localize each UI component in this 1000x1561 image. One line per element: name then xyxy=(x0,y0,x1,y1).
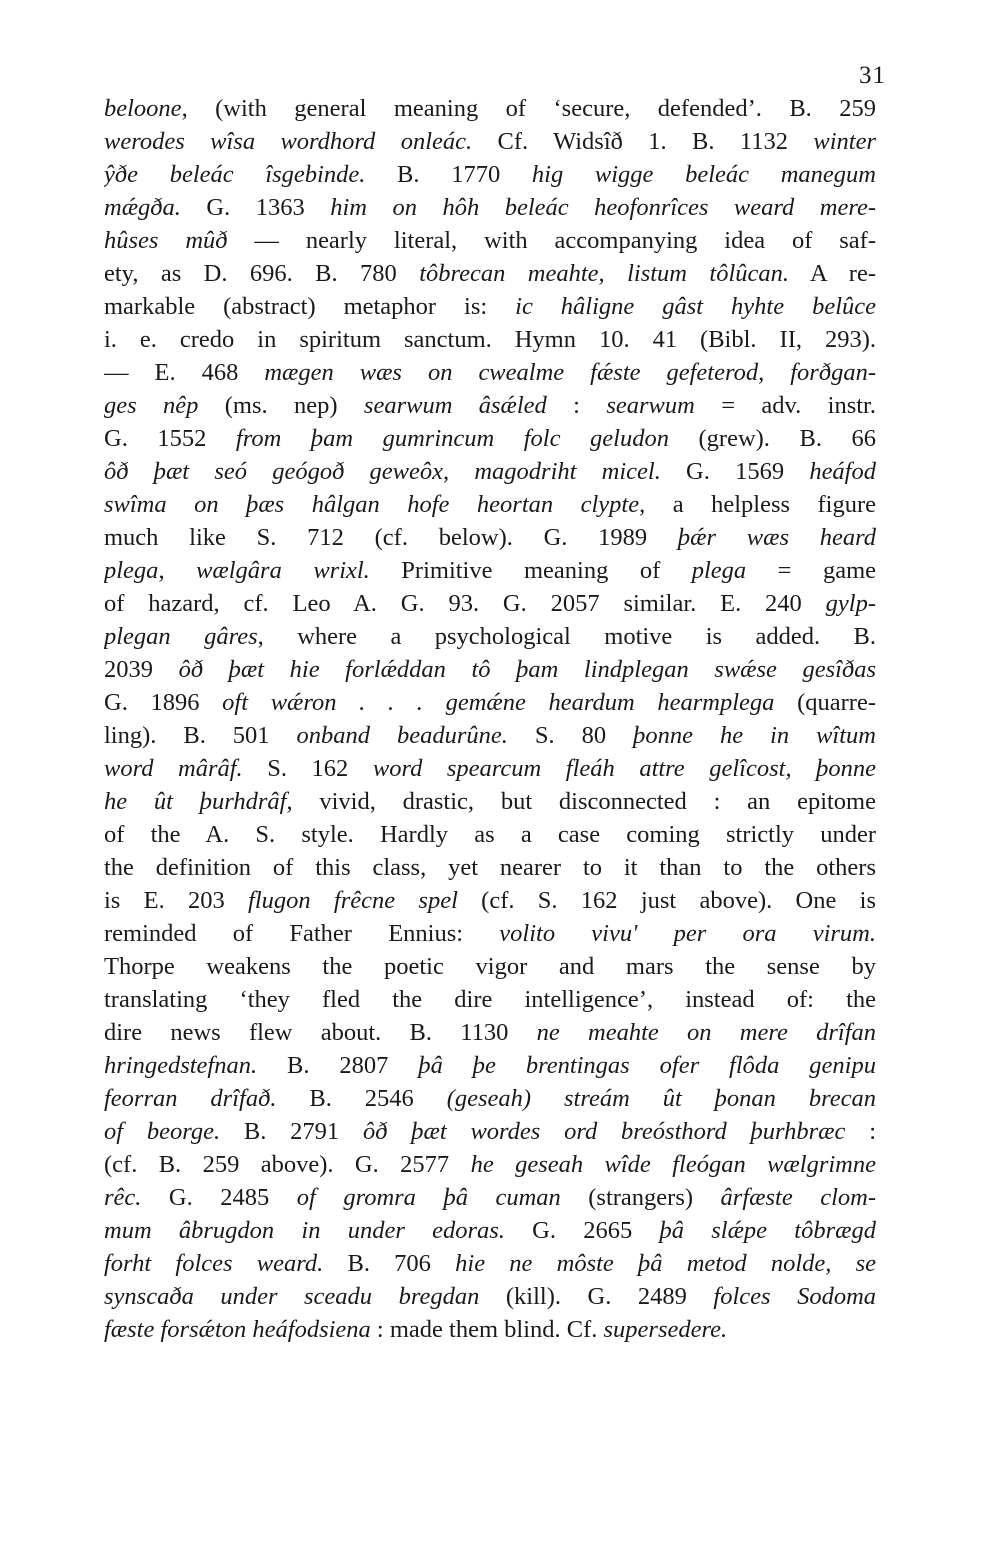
text-line: much like S. 712 (cf. below). G. 1989 þǽr wæs heard xyxy=(104,524,876,551)
text-line: dire news flew about. B. 1130 ne meahte on mere drîfan xyxy=(104,1019,876,1046)
text-line: 2039 ôð þæt hie forlǽddan tô þam lindplegan swǽse gesîðas xyxy=(104,656,876,683)
text-line: (cf. B. 259 above). G. 2577 he geseah wîde fleógan wælgrimne xyxy=(104,1151,876,1178)
text-line: ôð þæt seó geógoð geweôx, magodriht micel. G. 1569 heáfod xyxy=(104,458,876,485)
text-line: Thorpe weakens the poetic vigor and mars the sense by xyxy=(104,953,876,980)
text-line: word mârâf. S. 162 word spearcum fleáh attre gelîcost, þonne xyxy=(104,755,876,782)
page-number: 31 xyxy=(859,62,886,89)
text-line: plegan gâres, where a psychological motive is added. B. xyxy=(104,623,876,650)
text-line: mǽgða. G. 1363 him on hôh beleác heofonrîces weard mere- xyxy=(104,194,876,221)
text-line: — E. 468 mægen wæs on cwealme fǽste gefeterod, forðgan- xyxy=(104,359,876,386)
text-line: i. e. credo in spiritum sanctum. Hymn 10. 41 (Bibl. II, 293). xyxy=(104,326,876,353)
body-text xyxy=(104,92,876,1346)
text-line: of the A. S. style. Hardly as a case coming strictly under xyxy=(104,821,876,848)
text-line: feorran drîfað. B. 2546 (geseah) streám ût þonan brecan xyxy=(104,1085,876,1112)
text-line: ling). B. 501 onband beadurûne. S. 80 þonne he in wîtum xyxy=(104,722,876,749)
text-line: hûses mûð — nearly literal, with accompanying idea of saf- xyxy=(104,227,876,254)
text-line: reminded of Father Ennius: volito vivu' per ora virum. xyxy=(104,920,876,947)
text-line: G. 1896 oft wǽron . . . gemǽne heardum hearmplega (quarre- xyxy=(104,689,876,716)
text-line: forht folces weard. B. 706 hie ne môste þâ metod nolde, se xyxy=(104,1250,876,1277)
text-line: plega, wælgâra wrixl. Primitive meaning of plega = game xyxy=(104,557,876,584)
text-line: synscaða under sceadu bregdan (kill). G. 2489 folces Sodoma xyxy=(104,1283,876,1310)
text-line: is E. 203 flugon frêcne spel (cf. S. 162 just above). One is xyxy=(104,887,876,914)
text-line: fæste forsǽton heáfodsiena : made them blind. Cf. supersedere. xyxy=(104,1316,728,1343)
text-line: he ût þurhdrâf, vivid, drastic, but disconnected : an epitome xyxy=(104,788,876,815)
text-line: translating ‘they fled the dire intelligence’, instead of: the xyxy=(104,986,876,1013)
text-line: G. 1552 from þam gumrincum folc geludon (grew). B. 66 xyxy=(104,425,876,452)
text-line: beloone, (with general meaning of ‘secure, defended’. B. 259 xyxy=(104,95,876,122)
text-line: hringedstefnan. B. 2807 þâ þe brentingas ofer flôda genipu xyxy=(104,1052,876,1079)
text-line: rêc. G. 2485 of gromra þâ cuman (strangers) ârfæste clom- xyxy=(104,1184,876,1211)
text-line: of hazard, cf. Leo A. G. 93. G. 2057 similar. E. 240 gylp- xyxy=(104,590,876,617)
text-line: ety, as D. 696. B. 780 tôbrecan meahte, listum tôlûcan. A re- xyxy=(104,260,876,287)
text-line: werodes wîsa wordhord onleác. Cf. Widsîð 1. B. 1132 winter xyxy=(104,128,876,155)
text-line: of beorge. B. 2791 ôð þæt wordes ord breósthord þurhbræc : xyxy=(104,1118,876,1145)
text-line: ŷðe beleác îsgebinde. B. 1770 hig wigge beleác manegum xyxy=(104,161,876,188)
text-line: mum âbrugdon in under edoras. G. 2665 þâ slǽpe tôbrægd xyxy=(104,1217,876,1244)
text-line: markable (abstract) metaphor is: ic hâligne gâst hyhte belûce xyxy=(104,293,876,320)
text-line: the definition of this class, yet nearer to it than to the others xyxy=(104,854,876,881)
text-line: ges nêp (ms. nep) searwum âsǽled : searwum = adv. instr. xyxy=(104,392,876,419)
text-line: swîma on þæs hâlgan hofe heortan clypte, a helpless figure xyxy=(104,491,876,518)
